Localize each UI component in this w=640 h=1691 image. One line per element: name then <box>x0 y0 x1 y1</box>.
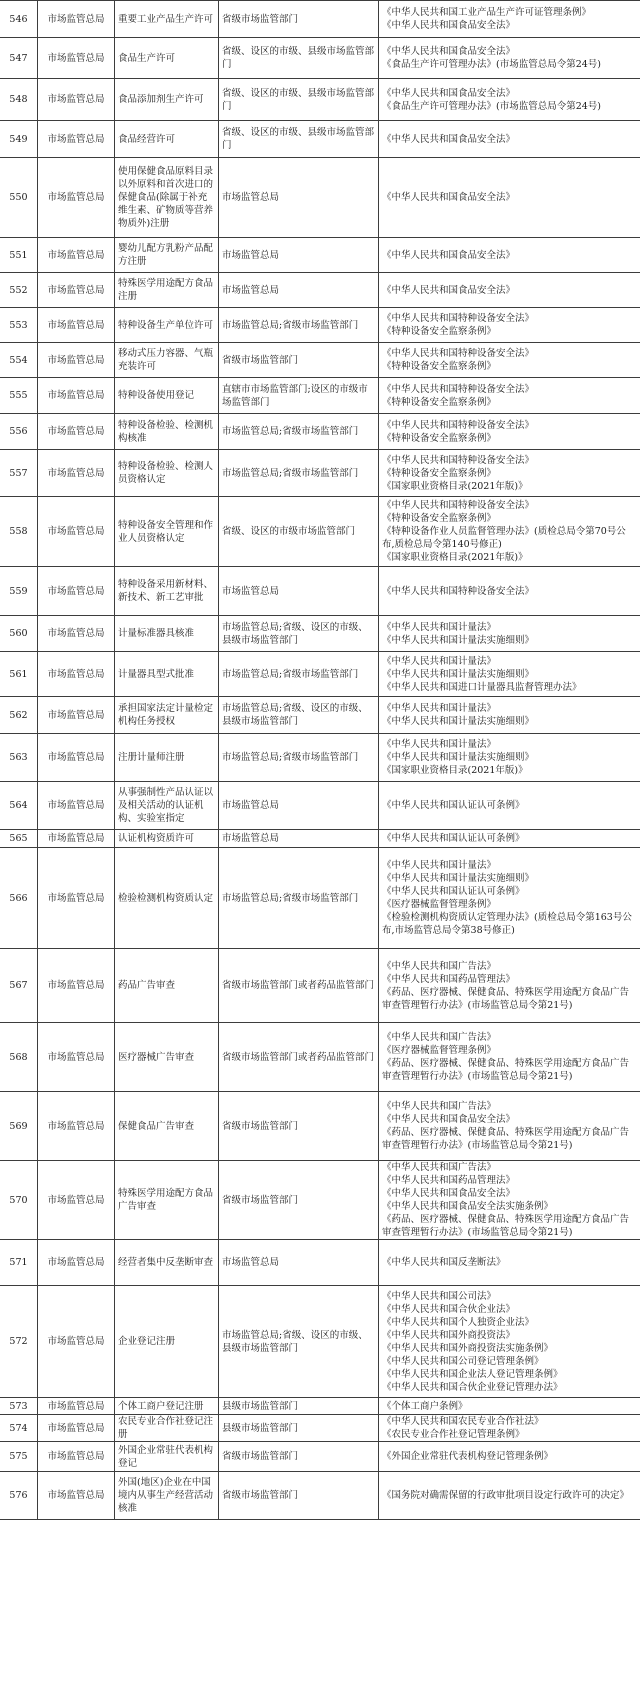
row-number: 556 <box>0 414 38 450</box>
table-row <box>0 782 640 830</box>
legal-basis-cell <box>379 1 640 38</box>
legal-basis-line: 《特种设备安全监察条例》 <box>382 326 497 337</box>
department-cell: 市场监管总局 <box>38 378 115 414</box>
legal-basis-line: 《中华人民共和国计量法实施细则》 <box>382 752 535 763</box>
table-row <box>0 1286 640 1398</box>
license-item-cell: 移动式压力容器、气瓶充装许可 <box>115 343 219 378</box>
legal-basis-cell <box>379 1442 640 1472</box>
department-cell: 市场监管总局 <box>38 1398 115 1415</box>
legal-basis-line: 《药品、医疗器械、保健食品、特殊医学用途配方食品广告审查管理暂行办法》(市场监管总局令第21号) <box>382 986 630 1011</box>
row-number: 550 <box>0 158 38 238</box>
legal-basis-line: 《中华人民共和国药品管理法》 <box>382 973 516 985</box>
legal-basis-line: 《医疗器械监督管理条例》 <box>382 1045 497 1056</box>
license-item-cell: 个体工商户登记注册 <box>115 1398 219 1415</box>
legal-basis-line: 《特种设备安全监察条例》 <box>382 513 497 524</box>
legal-basis-cell <box>379 1398 640 1415</box>
legal-basis-line: 《中华人民共和国食品安全法》 <box>382 249 516 261</box>
department-cell: 市场监管总局 <box>38 308 115 343</box>
legal-basis-line: 《中华人民共和国特种设备安全法》 <box>382 454 535 466</box>
approval-authority-cell: 市场监管总局;省级市场监管部门 <box>219 734 379 782</box>
row-number: 557 <box>0 450 38 497</box>
license-item-cell: 经营者集中反垄断审查 <box>115 1240 219 1286</box>
row-number: 563 <box>0 734 38 782</box>
department-cell: 市场监管总局 <box>38 450 115 497</box>
department-cell: 市场监管总局 <box>38 616 115 652</box>
license-item-cell: 食品经营许可 <box>115 121 219 158</box>
legal-basis-cell <box>379 38 640 79</box>
legal-basis-line: 《中华人民共和国食品安全法》 <box>382 20 516 31</box>
license-item-cell: 使用保健食品原料目录以外原料和首次进口的保健食品(除属于补充维生素、矿物质等营养物质外)注册 <box>115 158 219 238</box>
department-cell: 市场监管总局 <box>38 79 115 121</box>
legal-basis-line: 《中华人民共和国认证认可条例》 <box>382 886 525 897</box>
department-cell: 市场监管总局 <box>38 273 115 308</box>
license-item-cell: 外国企业常驻代表机构登记 <box>115 1442 219 1472</box>
row-number: 546 <box>0 1 38 38</box>
license-item-cell: 注册计量师注册 <box>115 734 219 782</box>
row-number: 572 <box>0 1286 38 1398</box>
legal-basis-cell <box>379 79 640 121</box>
table-row <box>0 343 640 378</box>
legal-basis-cell <box>379 343 640 378</box>
legal-basis-line: 《中华人民共和国计量法实施细则》 <box>382 668 535 680</box>
legal-basis-line: 《医疗器械监督管理条例》 <box>382 899 497 910</box>
department-cell: 市场监管总局 <box>38 848 115 949</box>
department-cell: 市场监管总局 <box>38 343 115 378</box>
legal-basis-line: 《中华人民共和国企业法人登记管理条例》 <box>382 1368 563 1380</box>
license-item-cell: 检验检测机构资质认定 <box>115 848 219 949</box>
department-cell: 市场监管总局 <box>38 1161 115 1240</box>
legal-basis-line: 《中华人民共和国食品安全法》 <box>382 284 516 296</box>
license-item-cell: 外国(地区)企业在中国境内从事生产经营活动核准 <box>115 1472 219 1520</box>
approval-authority-cell: 市场监管总局;省级、设区的市级、县级市场监管部门 <box>219 616 379 652</box>
table-row <box>0 616 640 652</box>
legal-basis-line: 《中华人民共和国公司登记管理条例》 <box>382 1355 544 1367</box>
table-row <box>0 378 640 414</box>
approval-authority-cell: 省级、设区的市级、县级市场监管部门 <box>219 38 379 79</box>
legal-basis-line: 《中华人民共和国进口计量器具监督管理办法》 <box>382 681 582 693</box>
license-item-cell: 重要工业产品生产许可 <box>115 1 219 38</box>
legal-basis-line: 《中华人民共和国广告法》 <box>382 1162 497 1173</box>
table-row <box>0 1092 640 1161</box>
table-row <box>0 1161 640 1240</box>
legal-basis-line: 《特种设备作业人员监督管理办法》(质检总局令第70号公布,质检总局令第140号修正) <box>382 526 626 550</box>
legal-basis-cell <box>379 1023 640 1092</box>
legal-basis-line: 《国务院对确需保留的行政审批项目设定行政许可的决定》 <box>382 1490 630 1501</box>
license-item-cell: 特殊医学用途配方食品注册 <box>115 273 219 308</box>
row-number: 551 <box>0 238 38 273</box>
approval-authority-cell: 市场监管总局;省级市场监管部门 <box>219 450 379 497</box>
legal-basis-line: 《中华人民共和国外商投资法实施条例》 <box>382 1342 554 1354</box>
legal-basis-line: 《药品、医疗器械、保健食品、特殊医学用途配方食品广告审查管理暂行办法》(市场监管总局令第21号) <box>382 1058 630 1082</box>
legal-basis-line: 《特种设备安全监察条例》 <box>382 361 497 372</box>
department-cell: 市场监管总局 <box>38 158 115 238</box>
legal-basis-line: 《中华人民共和国食品安全法》 <box>382 87 516 99</box>
approval-authority-cell: 市场监管总局;省级市场监管部门 <box>219 848 379 949</box>
approval-authority-cell: 省级市场监管部门 <box>219 1092 379 1161</box>
legal-basis-cell <box>379 830 640 848</box>
legal-basis-line: 《国家职业资格目录(2021年版)》 <box>382 552 528 563</box>
row-number: 562 <box>0 697 38 734</box>
legal-basis-line: 《中华人民共和国特种设备安全法》 <box>382 585 535 597</box>
legal-basis-line: 《药品、医疗器械、保健食品、特殊医学用途配方食品广告审查管理暂行办法》(市场监管总局令第21号) <box>382 1127 630 1151</box>
license-item-cell: 食品生产许可 <box>115 38 219 79</box>
license-item-cell: 食品添加剂生产许可 <box>115 79 219 121</box>
row-number: 555 <box>0 378 38 414</box>
table-row <box>0 121 640 158</box>
row-number: 574 <box>0 1415 38 1442</box>
row-number: 576 <box>0 1472 38 1520</box>
license-item-cell: 认证机构资质许可 <box>115 830 219 848</box>
row-number: 567 <box>0 949 38 1023</box>
legal-basis-line: 《特种设备安全监察条例》 <box>382 467 497 479</box>
approval-authority-cell: 市场监管总局;省级市场监管部门 <box>219 308 379 343</box>
license-item-cell: 农民专业合作社登记注册 <box>115 1415 219 1442</box>
license-item-cell: 特殊医学用途配方食品广告审查 <box>115 1161 219 1240</box>
department-cell: 市场监管总局 <box>38 414 115 450</box>
row-number: 564 <box>0 782 38 830</box>
approval-authority-cell: 市场监管总局 <box>219 273 379 308</box>
legal-basis-line: 《中华人民共和国个人独资企业法》 <box>382 1316 535 1328</box>
legal-basis-cell <box>379 1240 640 1286</box>
department-cell: 市场监管总局 <box>38 497 115 567</box>
legal-basis-line: 《中华人民共和国公司法》 <box>382 1290 497 1302</box>
row-number: 547 <box>0 38 38 79</box>
license-item-cell: 计量标准器具核准 <box>115 616 219 652</box>
license-item-cell: 特种设备检验、检测机构核准 <box>115 414 219 450</box>
department-cell: 市场监管总局 <box>38 238 115 273</box>
legal-basis-cell <box>379 652 640 697</box>
approval-authority-cell: 市场监管总局 <box>219 782 379 830</box>
legal-basis-line: 《中华人民共和国计量法实施细则》 <box>382 873 535 884</box>
legal-basis-line: 《中华人民共和国食品安全法》 <box>382 133 516 145</box>
legal-basis-cell <box>379 782 640 830</box>
approval-authority-cell: 省级市场监管部门 <box>219 1442 379 1472</box>
table-row <box>0 414 640 450</box>
department-cell: 市场监管总局 <box>38 734 115 782</box>
row-number: 554 <box>0 343 38 378</box>
legal-basis-line: 《中华人民共和国特种设备安全法》 <box>382 313 535 324</box>
legal-basis-cell <box>379 567 640 616</box>
legal-basis-line: 《检验检测机构资质认定管理办法》(质检总局令第163号公布,市场监管总局令第38号修正) <box>382 912 632 936</box>
approval-authority-cell: 省级市场监管部门或者药品监管部门 <box>219 949 379 1023</box>
row-number: 548 <box>0 79 38 121</box>
legal-basis-cell <box>379 848 640 949</box>
approval-authority-cell: 省级市场监管部门 <box>219 343 379 378</box>
department-cell: 市场监管总局 <box>38 1472 115 1520</box>
license-item-cell: 特种设备使用登记 <box>115 378 219 414</box>
department-cell: 市场监管总局 <box>38 1023 115 1092</box>
row-number: 560 <box>0 616 38 652</box>
row-number: 573 <box>0 1398 38 1415</box>
legal-basis-line: 《中华人民共和国合伙企业法》 <box>382 1303 516 1315</box>
row-number: 553 <box>0 308 38 343</box>
legal-basis-cell <box>379 697 640 734</box>
license-item-cell: 药品广告审查 <box>115 949 219 1023</box>
table-row <box>0 308 640 343</box>
legal-basis-line: 《中华人民共和国计量法》 <box>382 621 497 633</box>
legal-basis-line: 《中华人民共和国广告法》 <box>382 960 497 972</box>
legal-basis-line: 《农民专业合作社登记管理条例》 <box>382 1429 525 1440</box>
approval-authority-cell: 市场监管总局 <box>219 830 379 848</box>
approval-authority-cell: 省级、设区的市级市场监管部门 <box>219 497 379 567</box>
row-number: 568 <box>0 1023 38 1092</box>
department-cell: 市场监管总局 <box>38 949 115 1023</box>
table-row <box>0 1415 640 1442</box>
table-row <box>0 79 640 121</box>
table-row <box>0 567 640 616</box>
legal-basis-cell <box>379 378 640 414</box>
approval-authority-cell: 省级、设区的市级、县级市场监管部门 <box>219 79 379 121</box>
legal-basis-line: 《中华人民共和国广告法》 <box>382 1032 497 1043</box>
approval-authority-cell: 县级市场监管部门 <box>219 1415 379 1442</box>
table-row <box>0 949 640 1023</box>
legal-basis-line: 《中华人民共和国工业产品生产许可证管理条例》 <box>382 7 592 18</box>
license-item-cell: 企业登记注册 <box>115 1286 219 1398</box>
approval-authority-cell: 直辖市市场监管部门;设区的市级市场监管部门 <box>219 378 379 414</box>
table-body <box>0 1 640 1520</box>
table-row <box>0 273 640 308</box>
legal-basis-line: 《中华人民共和国计量法》 <box>382 739 497 750</box>
department-cell: 市场监管总局 <box>38 1240 115 1286</box>
legal-basis-line: 《中华人民共和国食品安全法》 <box>382 1114 516 1125</box>
approval-authority-cell: 省级、设区的市级、县级市场监管部门 <box>219 121 379 158</box>
approval-authority-cell: 省级市场监管部门 <box>219 1161 379 1240</box>
license-item-cell: 特种设备检验、检测人员资格认定 <box>115 450 219 497</box>
table-row <box>0 734 640 782</box>
license-item-cell: 婴幼儿配方乳粉产品配方注册 <box>115 238 219 273</box>
row-number: 575 <box>0 1442 38 1472</box>
row-number: 549 <box>0 121 38 158</box>
legal-basis-cell <box>379 158 640 238</box>
department-cell: 市场监管总局 <box>38 782 115 830</box>
approval-authority-cell: 省级市场监管部门 <box>219 1 379 38</box>
approval-authority-cell: 市场监管总局;省级市场监管部门 <box>219 414 379 450</box>
approval-authority-cell: 市场监管总局 <box>219 238 379 273</box>
department-cell: 市场监管总局 <box>38 1092 115 1161</box>
legal-basis-line: 《中华人民共和国食品安全法》 <box>382 1188 516 1199</box>
row-number: 552 <box>0 273 38 308</box>
legal-basis-cell <box>379 616 640 652</box>
legal-basis-line: 《特种设备安全监察条例》 <box>382 432 497 444</box>
legal-basis-cell <box>379 273 640 308</box>
license-item-cell: 特种设备安全管理和作业人员资格认定 <box>115 497 219 567</box>
department-cell: 市场监管总局 <box>38 830 115 848</box>
license-item-cell: 医疗器械广告审查 <box>115 1023 219 1092</box>
legal-basis-line: 《中华人民共和国反垄断法》 <box>382 1257 506 1268</box>
legal-basis-line: 《食品生产许可管理办法》(市场监管总局令第24号) <box>382 59 602 70</box>
legal-basis-cell <box>379 121 640 158</box>
table-row <box>0 1023 640 1092</box>
approval-authority-cell: 市场监管总局 <box>219 1240 379 1286</box>
legal-basis-cell <box>379 1472 640 1520</box>
legal-basis-line: 《中华人民共和国特种设备安全法》 <box>382 383 535 395</box>
legal-basis-line: 《国家职业资格目录(2021年版)》 <box>382 765 528 776</box>
legal-basis-line: 《中华人民共和国计量法实施细则》 <box>382 634 535 646</box>
legal-basis-cell <box>379 1092 640 1161</box>
table-row <box>0 1398 640 1415</box>
legal-basis-line: 《中华人民共和国计量法》 <box>382 703 497 714</box>
legal-basis-line: 《中华人民共和国食品安全法》 <box>382 46 516 57</box>
department-cell: 市场监管总局 <box>38 121 115 158</box>
legal-basis-line: 《中华人民共和国合伙企业登记管理办法》 <box>382 1381 563 1393</box>
legal-basis-line: 《中华人民共和国农民专业合作社法》 <box>382 1416 544 1427</box>
legal-basis-line: 《中华人民共和国食品安全法》 <box>382 192 516 203</box>
row-number: 566 <box>0 848 38 949</box>
table-row <box>0 238 640 273</box>
table-row <box>0 1 640 38</box>
row-number: 569 <box>0 1092 38 1161</box>
approval-authority-cell: 市场监管总局;省级、设区的市级、县级市场监管部门 <box>219 697 379 734</box>
license-item-cell: 特种设备采用新材料、新技术、新工艺审批 <box>115 567 219 616</box>
table-row <box>0 848 640 949</box>
legal-basis-line: 《中华人民共和国广告法》 <box>382 1101 497 1112</box>
approval-authority-cell: 省级市场监管部门或者药品监管部门 <box>219 1023 379 1092</box>
legal-basis-line: 《个体工商户条例》 <box>382 1400 468 1412</box>
license-item-cell: 特种设备生产单位许可 <box>115 308 219 343</box>
department-cell: 市场监管总局 <box>38 1 115 38</box>
department-cell: 市场监管总局 <box>38 1442 115 1472</box>
table-row <box>0 158 640 238</box>
department-cell: 市场监管总局 <box>38 38 115 79</box>
legal-basis-cell <box>379 238 640 273</box>
department-cell: 市场监管总局 <box>38 1415 115 1442</box>
legal-basis-line: 《特种设备安全监察条例》 <box>382 396 497 408</box>
table-row <box>0 697 640 734</box>
legal-basis-line: 《食品生产许可管理办法》(市场监管总局令第24号) <box>382 100 602 112</box>
department-cell: 市场监管总局 <box>38 652 115 697</box>
license-item-cell: 保健食品广告审查 <box>115 1092 219 1161</box>
license-item-cell: 承担国家法定计量检定机构任务授权 <box>115 697 219 734</box>
legal-basis-line: 《中华人民共和国计量法》 <box>382 860 497 871</box>
legal-basis-line: 《中华人民共和国特种设备安全法》 <box>382 348 535 359</box>
legal-basis-line: 《中华人民共和国食品安全法实施条例》 <box>382 1201 554 1212</box>
department-cell: 市场监管总局 <box>38 1286 115 1398</box>
department-cell: 市场监管总局 <box>38 567 115 616</box>
legal-basis-cell <box>379 1161 640 1240</box>
legal-basis-line: 《药品、医疗器械、保健食品、特殊医学用途配方食品广告审查管理暂行办法》(市场监管总局令第21号) <box>382 1214 630 1238</box>
row-number: 570 <box>0 1161 38 1240</box>
legal-basis-cell <box>379 1415 640 1442</box>
row-number: 558 <box>0 497 38 567</box>
approval-authority-cell: 市场监管总局 <box>219 567 379 616</box>
license-item-cell: 从事强制性产品认证以及相关活动的认证机构、实验室指定 <box>115 782 219 830</box>
department-cell: 市场监管总局 <box>38 697 115 734</box>
table-row <box>0 497 640 567</box>
legal-basis-cell <box>379 734 640 782</box>
legal-basis-line: 《外国企业常驻代表机构登记管理条例》 <box>382 1451 554 1462</box>
approval-authority-cell: 市场监管总局;省级市场监管部门 <box>219 652 379 697</box>
legal-basis-line: 《中华人民共和国特种设备安全法》 <box>382 500 535 511</box>
legal-basis-line: 《国家职业资格目录(2021年版)》 <box>382 480 528 492</box>
legal-basis-cell <box>379 949 640 1023</box>
table-row <box>0 1442 640 1472</box>
legal-basis-line: 《中华人民共和国认证认可条例》 <box>382 833 525 844</box>
table-row <box>0 1472 640 1520</box>
legal-basis-line: 《中华人民共和国特种设备安全法》 <box>382 419 535 431</box>
legal-basis-line: 《中华人民共和国计量法实施细则》 <box>382 716 535 727</box>
table-row <box>0 1240 640 1286</box>
legal-basis-cell <box>379 1286 640 1398</box>
license-item-cell: 计量器具型式批准 <box>115 652 219 697</box>
row-number: 565 <box>0 830 38 848</box>
table-row <box>0 38 640 79</box>
table-row <box>0 652 640 697</box>
legal-basis-line: 《中华人民共和国认证认可条例》 <box>382 800 525 811</box>
table-row <box>0 450 640 497</box>
legal-basis-cell <box>379 308 640 343</box>
legal-basis-cell <box>379 497 640 567</box>
row-number: 559 <box>0 567 38 616</box>
row-number: 571 <box>0 1240 38 1286</box>
legal-basis-cell <box>379 450 640 497</box>
approval-authority-cell: 省级市场监管部门 <box>219 1472 379 1520</box>
legal-basis-line: 《中华人民共和国药品管理法》 <box>382 1175 516 1186</box>
approval-authority-cell: 县级市场监管部门 <box>219 1398 379 1415</box>
legal-basis-cell <box>379 414 640 450</box>
table-row <box>0 830 640 848</box>
legal-basis-line: 《中华人民共和国计量法》 <box>382 655 497 667</box>
approval-authority-cell: 市场监管总局 <box>219 158 379 238</box>
row-number: 561 <box>0 652 38 697</box>
approval-authority-cell: 市场监管总局;省级、设区的市级、县级市场监管部门 <box>219 1286 379 1398</box>
legal-basis-line: 《中华人民共和国外商投资法》 <box>382 1329 516 1341</box>
